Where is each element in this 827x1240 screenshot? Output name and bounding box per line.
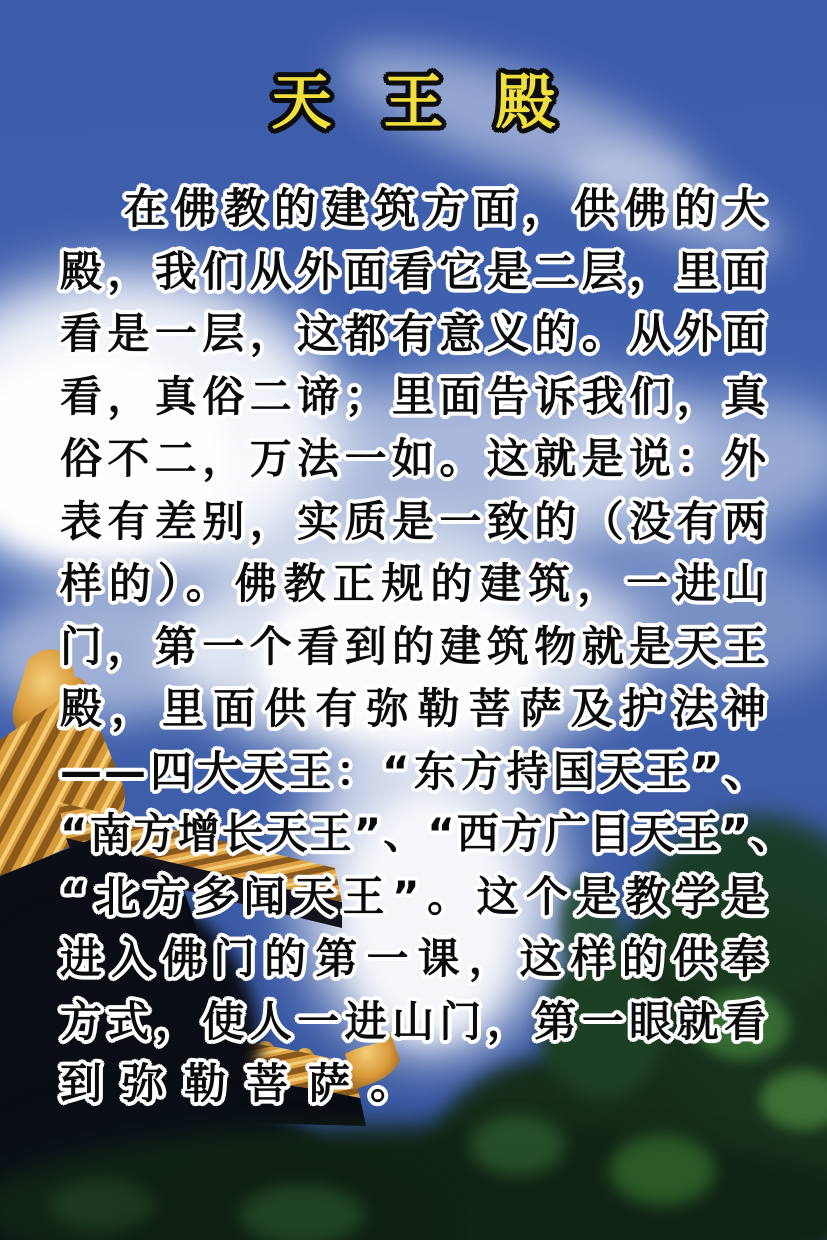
text-line: 在佛教的建筑方面，供佛的大 [124, 184, 768, 233]
text-line: 门，第一个看到的建筑物就是天王 [60, 621, 768, 671]
text-line: 样的）。佛教正规的建筑，一进山 [60, 559, 768, 608]
text-line: 进入佛门的第一课，这样的供奉 [60, 934, 768, 983]
text-line: 表有差别，实质是一致的（没有两 [60, 496, 768, 546]
body-paragraph [60, 178, 795, 1116]
text-line: 看是一层，这都有意义的。从外面 [60, 309, 768, 358]
text-line: 看，真俗二谛；里面告诉我们，真 [60, 371, 768, 421]
text-line: 殿，里面供有弥勒菩萨及护法神 [60, 684, 768, 733]
foliage-highlight [470, 1115, 565, 1175]
title-char: 殿 [495, 68, 556, 138]
text-line: 殿，我们从外面看它是二层，里面 [60, 246, 768, 296]
title-char: 天 [271, 68, 332, 138]
text-line: “南方增长天王”、“西方广目天王”、 [60, 809, 795, 858]
text-line: 到弥勒菩萨。 [60, 1059, 433, 1108]
text-line: 俗不二，万法一如。这就是说：外 [60, 434, 768, 483]
text-line: ——四大天王：“东方持国天王”、 [60, 746, 768, 796]
foliage-highlight [50, 1180, 155, 1230]
foliage-highlight [610, 1135, 715, 1205]
foliage-highlight [240, 1185, 365, 1240]
title-char: 王 [383, 68, 444, 138]
page-title [0, 58, 827, 148]
text-line: 方式，使人一进山门，第一眼就看 [60, 996, 768, 1046]
text-line: “北方多闻天王”。这个是教学是 [60, 871, 768, 921]
